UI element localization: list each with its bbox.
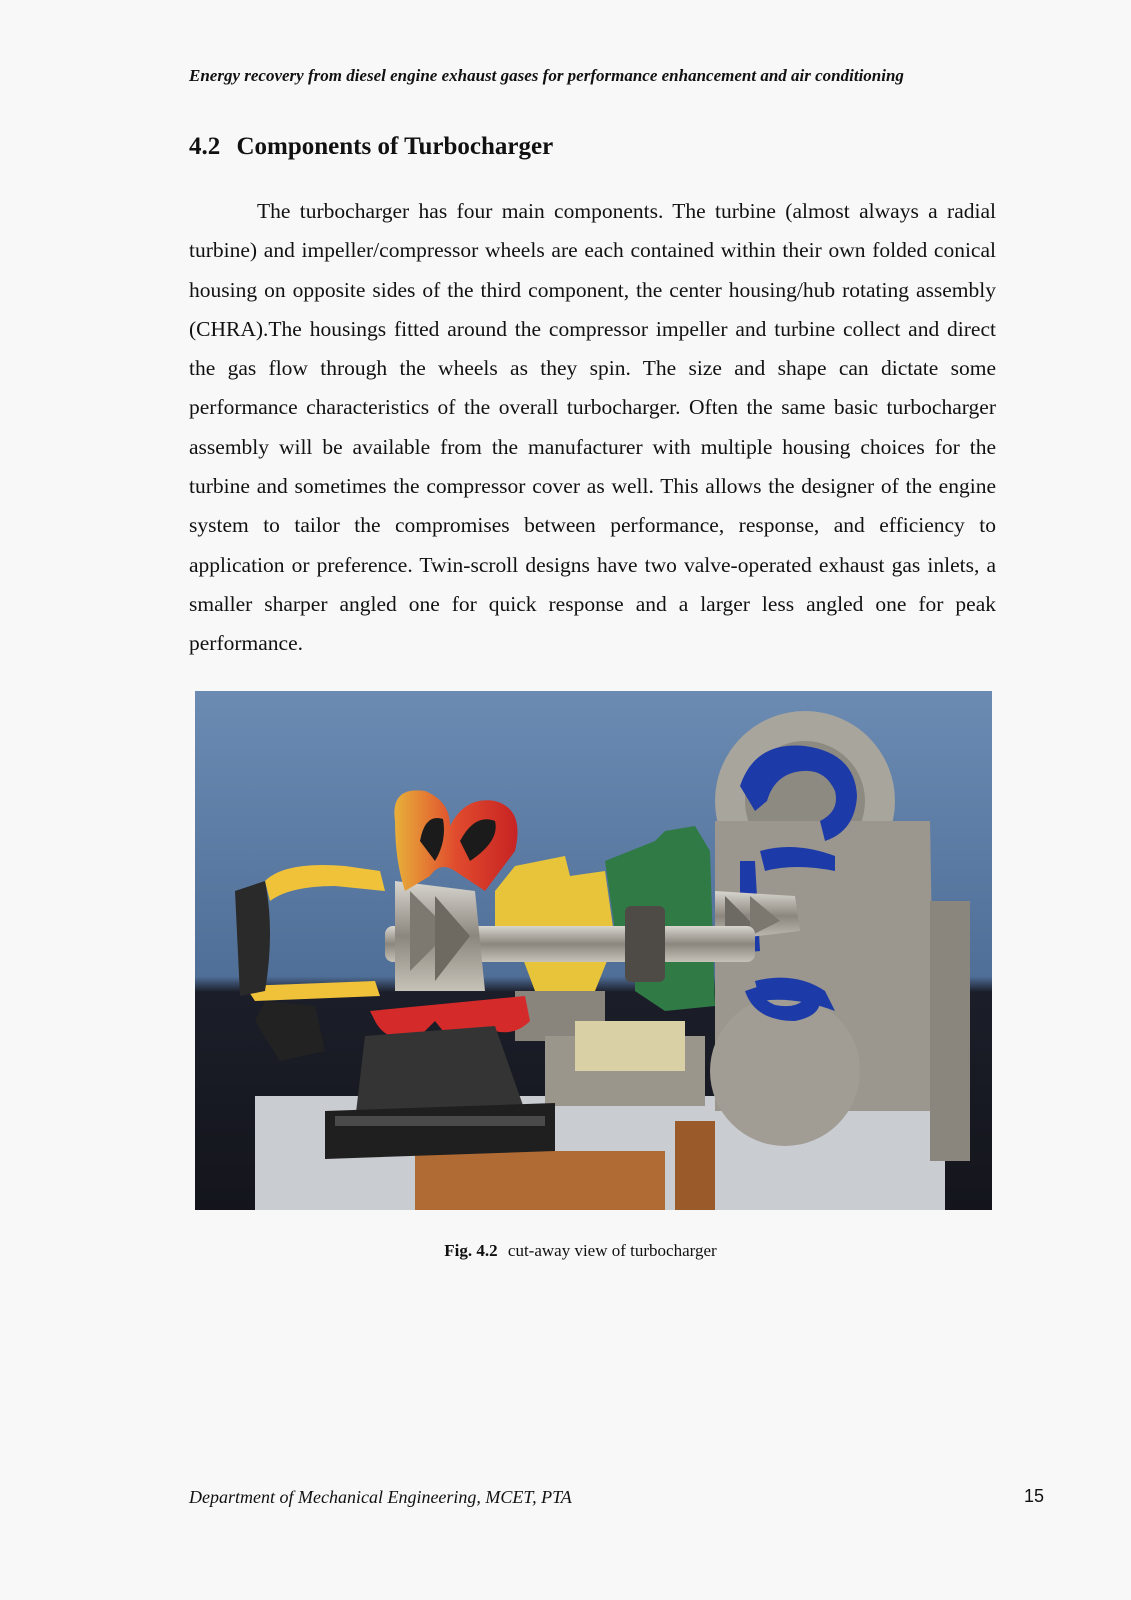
body-paragraph: The turbocharger has four main components. The turbine (almost always a radial turbine) and impeller/compressor wheels are each contained within their own folded conical housing on opposite sides of the third component, the center housing/hub rotating assembly (CHRA).The housings fitted around the compressor impeller and turbine collect and direct the gas flow through the wheels as they spin. The size and shape can dictate some performance characteristics of the overall turbocharger. Often the same basic turbocharger assembly will be available from the manufacturer with multiple housing choices for the turbine and sometimes the compressor cover as well. This allows the designer of the engine system to tailor the compromises between performance, response, and efficiency to application or preference. Twin-scroll designs have two valve-operated exhaust gas inlets, a smaller sharper angled one for quick response and a larger less angled one for peak performance. — [189, 199, 996, 656]
section-number: 4.2 — [189, 133, 221, 160]
running-header: Energy recovery from diesel engine exhaust gases for performance enhancement and air conditioning — [189, 66, 904, 85]
section-title: Components of Turbocharger — [236, 133, 554, 160]
figure-caption-text: cut-away view of turbocharger — [507, 1241, 717, 1260]
figure-caption — [0, 1241, 1131, 1261]
footer-department: Department of Mechanical Engineering, MCET, PTA — [189, 1487, 572, 1507]
section-heading — [189, 133, 553, 161]
figure-label: Fig. 4.2 — [444, 1241, 498, 1260]
turbocharger-cutaway-image — [195, 691, 992, 1210]
page-number: 15 — [1024, 1486, 1045, 1506]
